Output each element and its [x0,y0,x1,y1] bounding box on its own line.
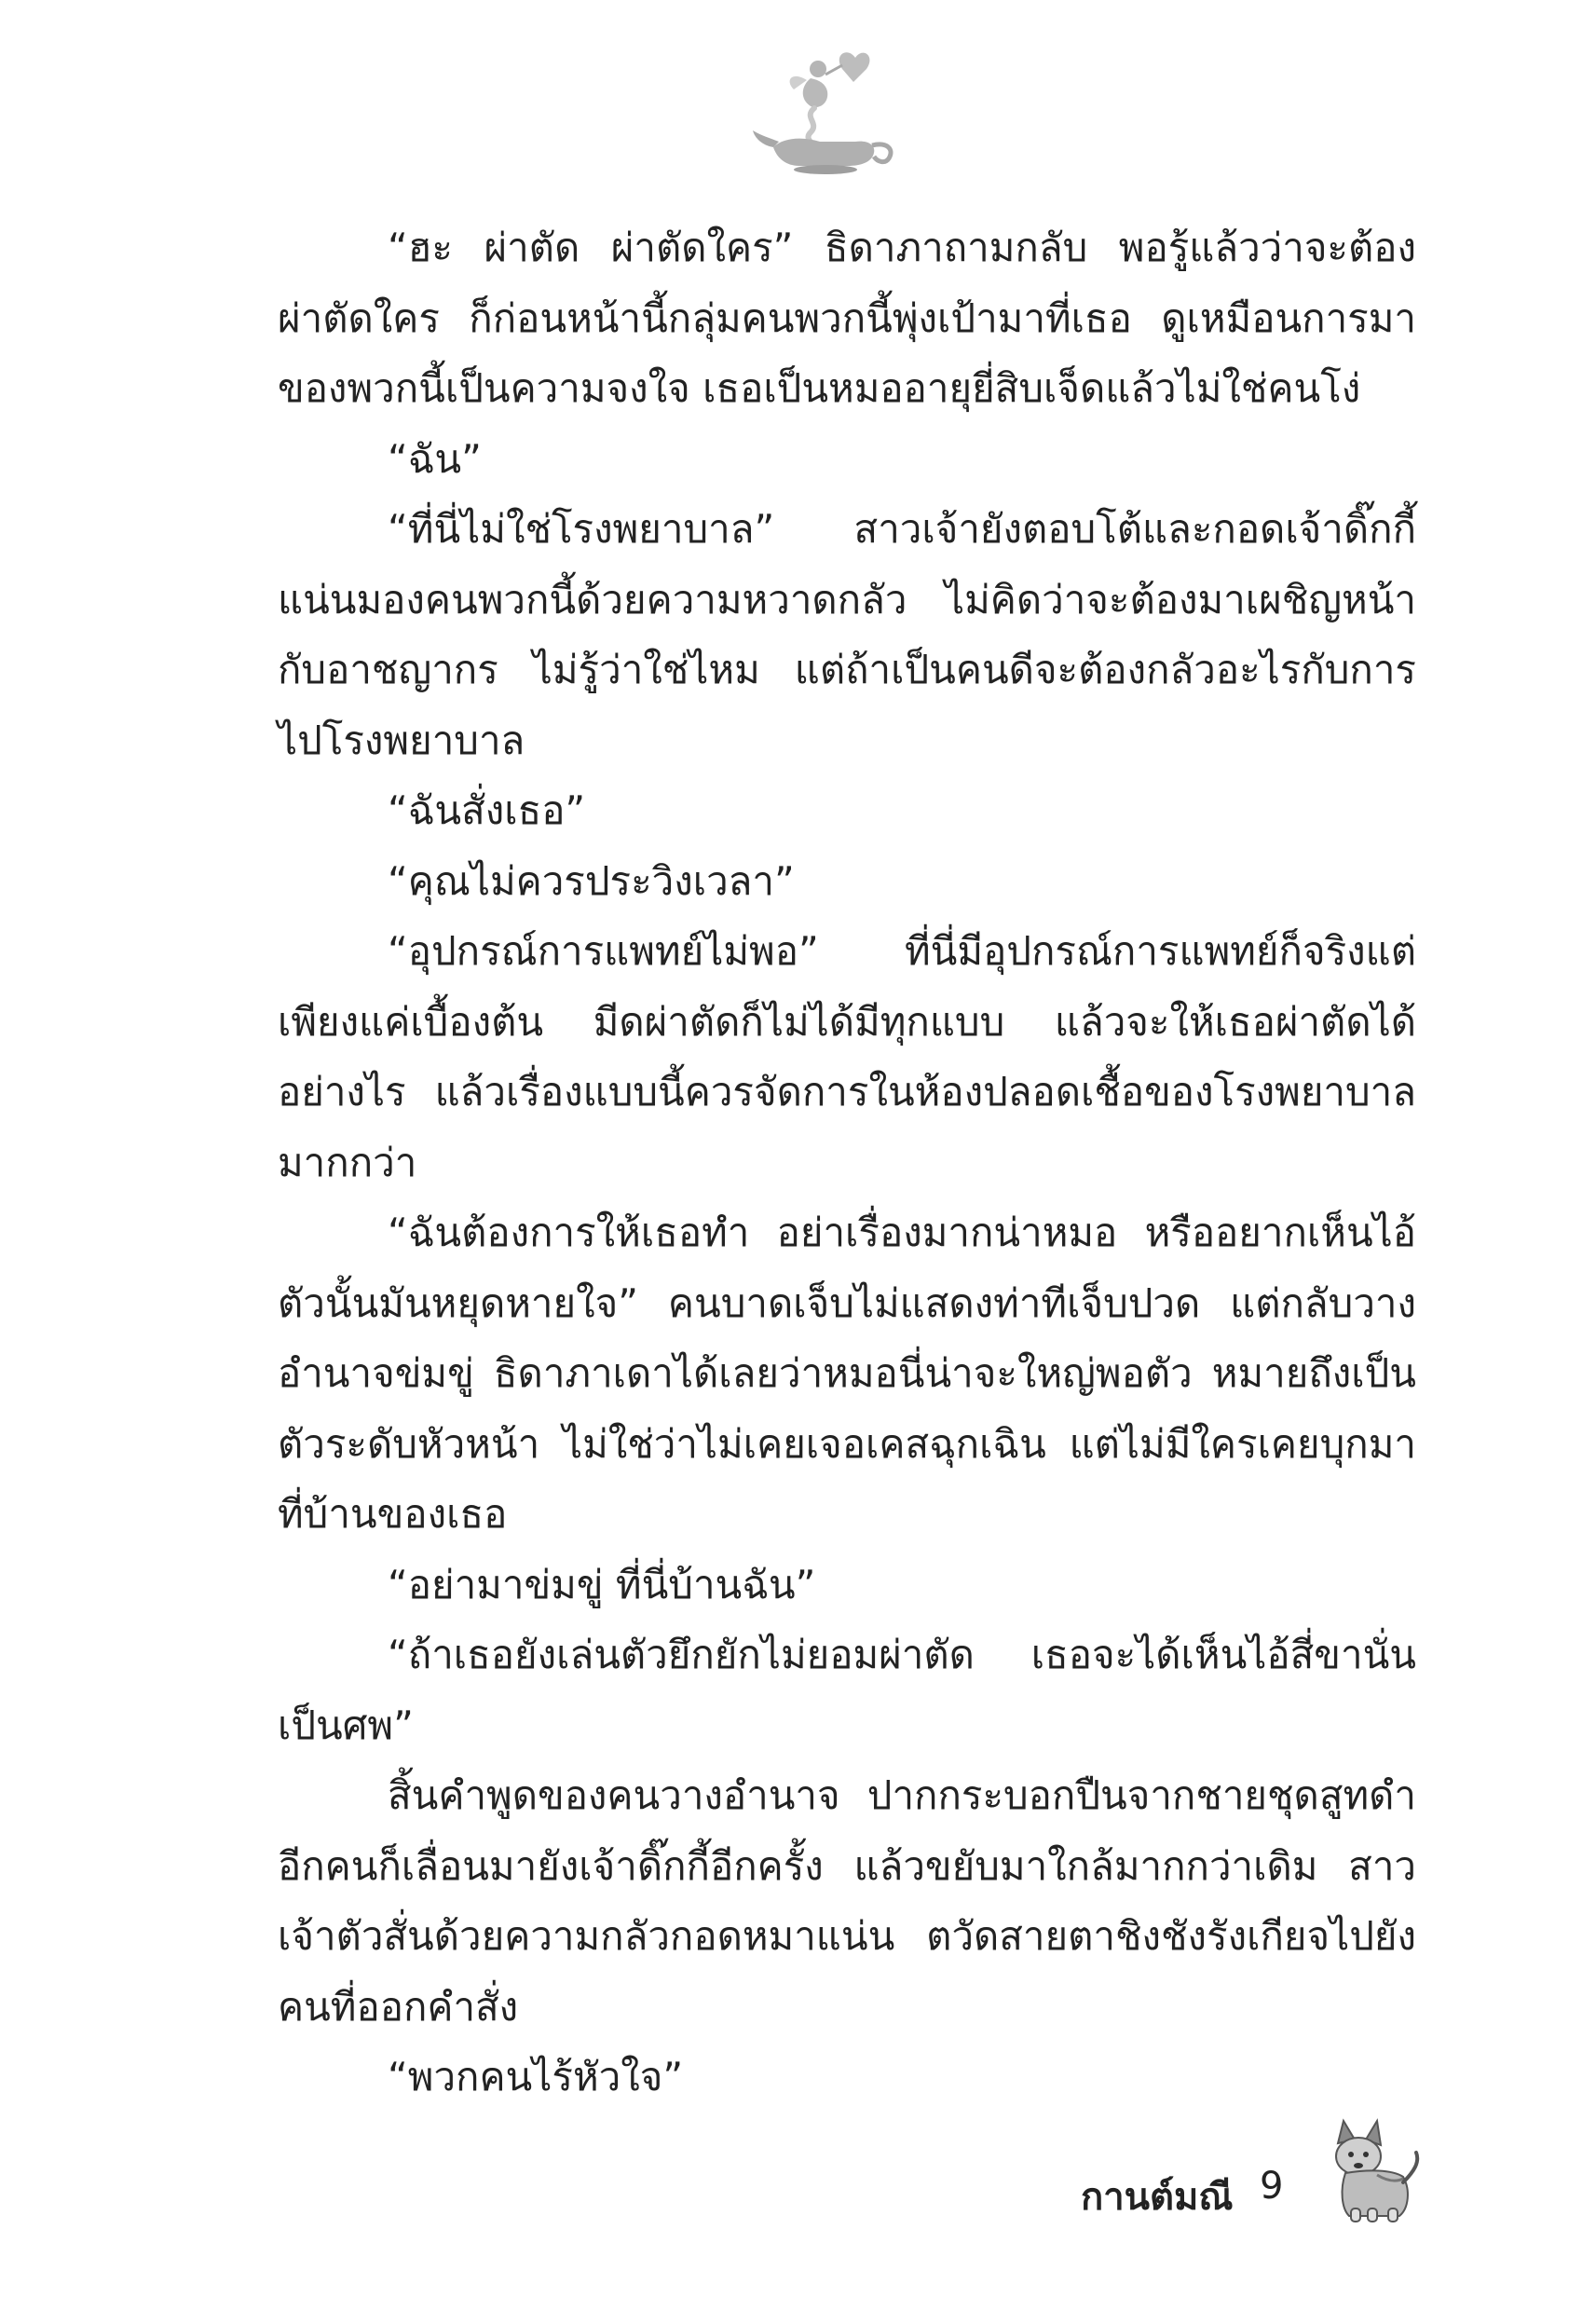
paragraph: สิ้นคำพูดของคนวางอำนาจ ปากกระบอกปืนจากชายชุดสูทดำอีกคนก็เลื่อนมายังเจ้าดิ๊กกี้อีกครั้ง แล้วขยับมาใกล้มากกว่าเดิม สาวเจ้าตัวสั่นด้วยความกลัวกอดหมาแน่น ตวัดสายตาชิงชังรังเกียจไปยังคนที่ออกคำสั่ง [278,1772,1416,2030]
corgi-dog-icon [1321,2115,1424,2227]
paragraph: “ฮะ ผ่าตัด ผ่าตัดใคร” ธิดาภาถามกลับ พอรู้แล้วว่าจะต้องผ่าตัดใคร ก็ก่อนหน้านี้กลุ่มคนพวกนี้พุ่งเป้ามาที่เธอ ดูเหมือนการมาของพวกนี้เป็นความจงใจ เธอเป็นหมออายุยี่สิบเจ็ดแล้วไม่ใช่คนโง่ [278,225,1416,411]
page-number: 9 [1260,2165,1284,2208]
paragraph: “พวกคนไร้หัวใจ” [388,2054,684,2099]
paragraph: “ถ้าเธอยังเล่นตัวยึกยักไม่ยอมผ่าตัด เธอจะได้เห็นไอ้สี่ขานั่นเป็นศพ” [278,1632,1416,1748]
paragraph: “ฉันต้องการให้เธอทำ อย่าเรื่องมากน่าหมอ หรืออยากเห็นไอ้ตัวนั้นมันหยุดหายใจ” คนบาดเจ็บไม่แสดงท่าทีเจ็บปวด แต่กลับวางอำนาจข่มขู่ ธิดาภาเดาได้เลยว่าหมอนี่น่าจะใหญ่พอตัว หมายถึงเป็นตัวระดับหัวหน้า ไม่ใช่ว่าไม่เคยเจอเคสฉุกเฉิน แต่ไม่มีใครเคยบุกมาที่บ้านของเธอ [278,1210,1416,1537]
paragraph: “คุณไม่ควรประวิงเวลา” [388,857,795,904]
paragraph: “อุปกรณ์การแพทย์ไม่พอ” ที่นี่มีอุปกรณ์การแพทย์ก็จริงแต่เพียงแค่เบื้องต้น มีดผ่าตัดก็ไม่ได้มีทุกแบบ แล้วจะให้เธอผ่าตัดได้อย่างไร แล้วเรื่องแบบนี้ควรจัดการในห้องปลอดเชื้อของโรงพยาบาลมากกว่า [278,928,1416,1185]
paragraph: “ที่นี่ไม่ใช่โรงพยาบาล” สาวเจ้ายังตอบโต้และกอดเจ้าดิ๊กกี้แน่นมองคนพวกนี้ด้วยความหวาดกลัว ไม่คิดว่าจะต้องมาเผชิญหน้ากับอาชญากร ไม่รู้ว่าใช่ไหม แต่ถ้าเป็นคนดีจะต้องกลัวอะไรกับการไปโรงพยาบาล [278,506,1416,763]
paragraph: “ฉันสั่งเธอ” [388,787,586,833]
paragraph: “อย่ามาข่มขู่ ที่นี่บ้านฉัน” [388,1561,816,1607]
genie-lamp-cupid-icon [745,37,913,177]
footer-book-title: กานต์มณี [1081,2176,1234,2219]
paragraph: “ฉัน” [388,435,482,482]
story-text [278,212,1416,2113]
